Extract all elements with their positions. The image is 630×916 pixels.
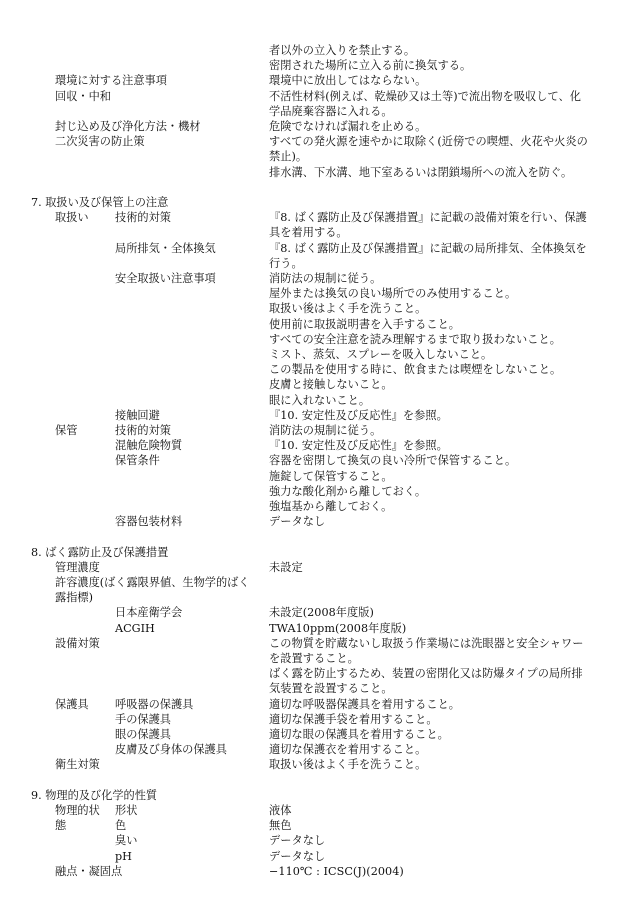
text-line xyxy=(0,210,630,225)
text-line xyxy=(0,149,630,164)
item-value: この製品を使用する時に、飲食または喫煙をしないこと。 xyxy=(269,363,562,377)
item-value: データなし xyxy=(269,834,326,848)
text-line xyxy=(0,605,630,620)
item-value: 未設定 xyxy=(269,560,303,574)
item-value: 取扱い後はよく手を洗うこと。 xyxy=(269,758,427,772)
sub-item-label: 混触危険物質 xyxy=(115,439,183,453)
section-heading xyxy=(0,195,630,210)
item-label: 許容濃度(ばく露限界値、生物学的ばく xyxy=(55,576,250,589)
item-value: 適切な保護手袋を着用すること。 xyxy=(269,712,438,726)
section-gap xyxy=(0,529,630,544)
item-label: 取扱い xyxy=(55,211,89,225)
item-value: すべての発火源を速やかに取除く(近傍での喫煙、火花や火炎の xyxy=(269,135,588,149)
text-line xyxy=(0,347,630,362)
item-value: 未設定(2008年度版) xyxy=(269,606,374,620)
item-value: 適切な眼の保護具を着用すること。 xyxy=(269,728,449,741)
sub-item-label: 局所排気・全体換気 xyxy=(115,241,216,255)
item-value: 屋外または換気の良い場所でのみ使用すること。 xyxy=(269,287,517,301)
item-value: 危険でなければ漏れを止める。 xyxy=(269,120,427,133)
item-value: −110℃ : ICSC(J)(2004) xyxy=(269,864,404,878)
text-line xyxy=(0,742,630,757)
item-label: 物理的状 xyxy=(55,804,100,817)
item-label: 衛生対策 xyxy=(55,758,100,772)
item-value: 『10. 安定性及び反応性』を参照。 xyxy=(269,408,448,422)
item-value: 気装置を設置すること。 xyxy=(269,682,393,696)
sub-item-label: ACGIH xyxy=(115,621,155,635)
text-line xyxy=(0,119,630,134)
text-line xyxy=(0,241,630,256)
text-line xyxy=(0,165,630,180)
text-line xyxy=(0,377,630,392)
item-value: 強力な酸化剤から離しておく。 xyxy=(269,484,427,498)
text-line xyxy=(0,104,630,119)
item-value: を設置すること。 xyxy=(269,652,359,665)
text-line xyxy=(0,438,630,453)
section-title: 9. 物理的及び化学的性質 xyxy=(31,788,158,802)
text-line xyxy=(0,666,630,681)
item-value: 適切な呼吸器保護具を着用すること。 xyxy=(269,697,461,711)
item-value: データなし xyxy=(269,849,326,863)
text-line xyxy=(0,560,630,575)
text-line xyxy=(0,681,630,696)
item-label: 保護具 xyxy=(55,697,89,711)
section-heading xyxy=(0,788,630,803)
item-label: 二次災害の防止策 xyxy=(55,135,145,149)
item-value: 不活性材料(例えば、乾燥砂又は土等)で流出物を吸収して、化 xyxy=(269,89,582,103)
item-value: 取扱い後はよく手を洗うこと。 xyxy=(269,302,427,316)
item-value: 消防法の規制に従う。 xyxy=(269,424,382,437)
sub-item-label: 容器包装材料 xyxy=(115,515,183,529)
text-line xyxy=(0,621,630,636)
sub-item-label: 保管条件 xyxy=(115,454,160,468)
item-value: 使用前に取扱説明書を入手すること。 xyxy=(269,317,461,331)
item-value: 『10. 安定性及び反応性』を参照。 xyxy=(269,439,448,453)
text-line xyxy=(0,332,630,347)
text-line xyxy=(0,469,630,484)
text-line xyxy=(0,58,630,73)
text-line xyxy=(0,818,630,833)
item-value: TWA10ppm(2008年度版) xyxy=(269,621,407,635)
item-label: 態 xyxy=(55,819,67,833)
item-value: 排水溝、下水溝、地下室あるいは閉鎖場所への流入を防ぐ。 xyxy=(269,165,573,179)
item-value: ばく露を防止するため、装置の密閉化又は防爆タイプの局所排 xyxy=(269,667,583,681)
sub-item-label: 安全取扱い注意事項 xyxy=(115,272,216,285)
text-line xyxy=(0,256,630,271)
text-line xyxy=(0,453,630,468)
sub-item-label: 呼吸器の保護具 xyxy=(115,697,194,711)
item-value: 行う。 xyxy=(269,256,303,270)
sub-item-label: 形状 xyxy=(115,804,138,817)
sub-item-label: 色 xyxy=(115,819,127,833)
item-value: 『8. ばく露防止及び保護措置』に記載の局所排気、全体換気を xyxy=(269,241,587,255)
text-line xyxy=(0,697,630,712)
text-line xyxy=(0,849,630,864)
text-line xyxy=(0,301,630,316)
text-line xyxy=(0,712,630,727)
text-line xyxy=(0,484,630,499)
item-label: 融点・凝固点 xyxy=(55,864,123,878)
sub-item-label: 技術的対策 xyxy=(115,424,171,437)
text-line xyxy=(0,651,630,666)
text-line xyxy=(0,317,630,332)
text-line xyxy=(0,362,630,377)
item-label: 設備対策 xyxy=(55,636,100,650)
text-line xyxy=(0,134,630,149)
section-gap xyxy=(0,180,630,195)
text-line xyxy=(0,727,630,742)
item-value: 禁止)。 xyxy=(269,150,308,164)
text-line xyxy=(0,636,630,651)
item-value: 容器を密閉して換気の良い冷所で保管すること。 xyxy=(269,454,517,468)
text-line xyxy=(0,73,630,88)
text-line xyxy=(0,590,630,605)
item-value: 眼に入れないこと。 xyxy=(269,393,371,407)
sub-item-label: 接触回避 xyxy=(115,408,160,422)
item-label: 回収・中和 xyxy=(55,89,111,103)
item-label: 保管 xyxy=(55,424,78,437)
item-value: 具を着用する。 xyxy=(269,226,348,240)
sub-item-label: pH xyxy=(115,849,132,863)
text-line xyxy=(0,514,630,529)
item-label: 環境に対する注意事項 xyxy=(55,74,167,88)
item-value: すべての安全注意を読み理解するまで取り扱わないこと。 xyxy=(269,332,561,346)
item-value: 適切な保護衣を着用すること。 xyxy=(269,743,427,757)
item-label: 封じ込め及び浄化方法・機材 xyxy=(55,120,201,133)
item-label: 管理濃度 xyxy=(55,560,100,574)
section-title: 8. ばく露防止及び保護措置 xyxy=(31,545,169,559)
text-line xyxy=(0,225,630,240)
item-value: 者以外の立入りを禁止する。 xyxy=(269,44,416,57)
text-line xyxy=(0,575,630,590)
text-line xyxy=(0,408,630,423)
item-value: 液体 xyxy=(269,804,292,817)
item-value: ミスト、蒸気、スプレーを吸入しないこと。 xyxy=(269,348,493,361)
text-line xyxy=(0,43,630,58)
section-gap xyxy=(0,773,630,788)
item-value: この物質を貯蔵ないし取扱う作業場には洗眼器と安全シャワー xyxy=(269,636,584,650)
item-value: 皮膚と接触しないこと。 xyxy=(269,378,393,392)
sub-item-label: 眼の保護具 xyxy=(115,728,171,741)
item-value: 施錠して保管すること。 xyxy=(269,469,393,483)
sub-item-label: 手の保護具 xyxy=(115,712,171,726)
text-line xyxy=(0,423,630,438)
item-value: 『8. ばく露防止及び保護措置』に記載の設備対策を行い、保護 xyxy=(269,211,587,225)
text-line xyxy=(0,757,630,772)
text-line xyxy=(0,803,630,818)
sub-item-label: 日本産衛学会 xyxy=(115,606,183,620)
item-value: 強塩基から離しておく。 xyxy=(269,500,393,513)
item-value: 消防法の規制に従う。 xyxy=(269,272,382,285)
text-line xyxy=(0,393,630,408)
item-value: 無色 xyxy=(269,819,292,833)
text-line xyxy=(0,286,630,301)
item-value: 密閉された場所に立入る前に換気する。 xyxy=(269,59,472,73)
sub-item-label: 技術的対策 xyxy=(115,211,171,225)
text-line xyxy=(0,499,630,514)
text-line xyxy=(0,833,630,848)
section-heading xyxy=(0,545,630,560)
item-label: 露指標) xyxy=(55,591,93,605)
text-line xyxy=(0,89,630,104)
item-value: 学品廃棄容器に入れる。 xyxy=(269,104,393,118)
item-value: 環境中に放出してはならない。 xyxy=(269,74,427,88)
section-title: 7. 取扱い及び保管上の注意 xyxy=(31,196,169,209)
sub-item-label: 皮膚及び身体の保護具 xyxy=(115,743,227,757)
text-line xyxy=(0,864,630,879)
item-value: データなし xyxy=(269,515,326,529)
sub-item-label: 臭い xyxy=(115,834,138,848)
text-line xyxy=(0,271,630,286)
